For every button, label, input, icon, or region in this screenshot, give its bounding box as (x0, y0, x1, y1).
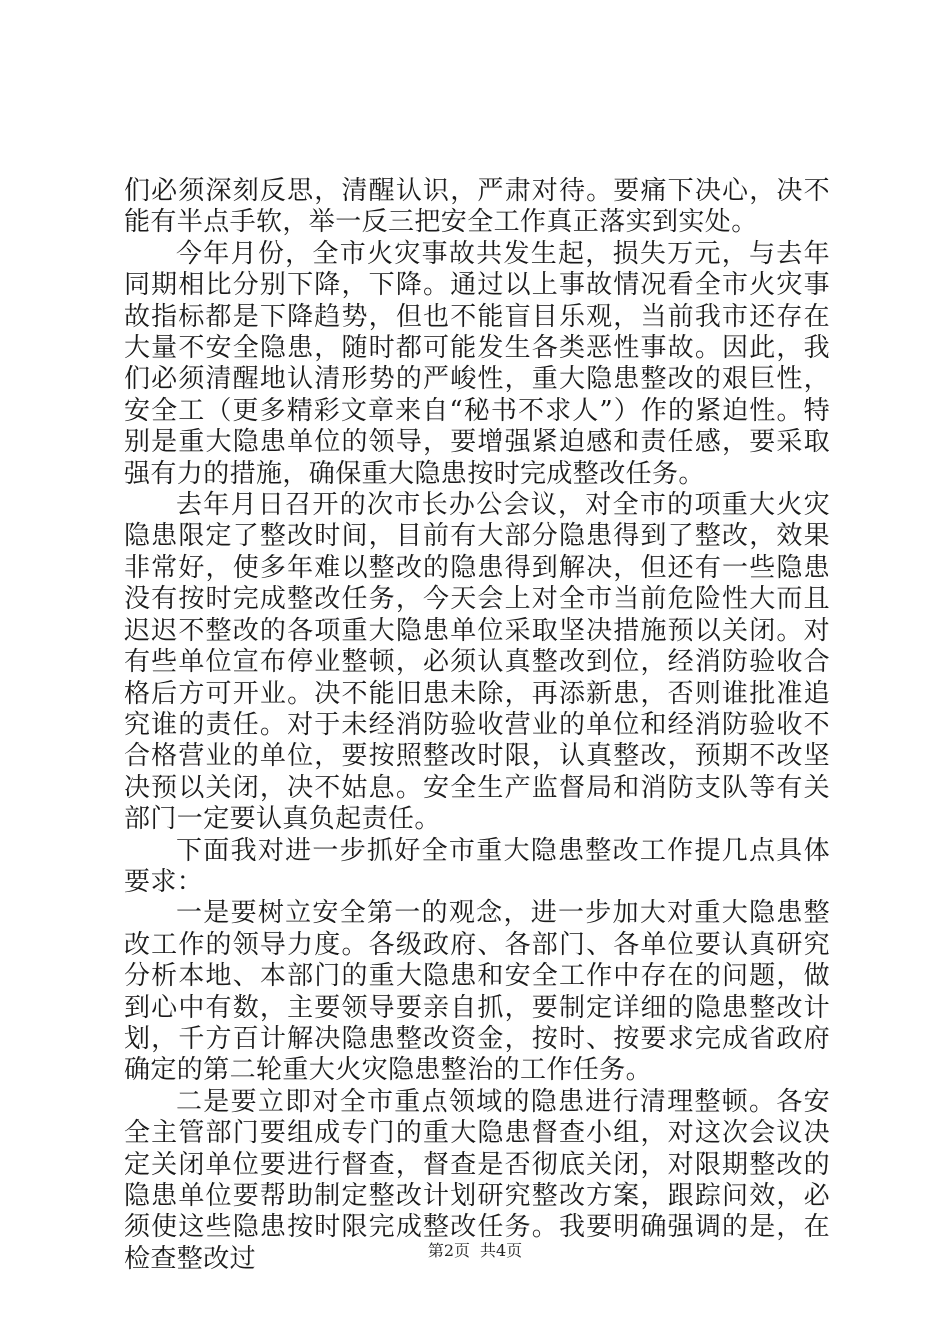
paragraph-6: 二是要立即对全市重点领域的隐患进行清理整顿。各安全主管部门要组成专门的重大隐患督查小组，对这次会议决定关闭单位要进行督查，督查是否彻底关闭，对限期整改的隐患单位要帮助制定整改计划研究整改方案，跟踪问效，必须使这些隐患按时限完成整改任务。我要明确强调的是，在检查整改过 (124, 1086, 830, 1274)
total-pages: 共4页 (480, 1241, 523, 1260)
page-number: 第2页 (427, 1241, 470, 1260)
paragraph-5: 一是要树立安全第一的观念，进一步加大对重大隐患整改工作的领导力度。各级政府、各部门、各单位要认真研究分析本地、本部门的重大隐患和安全工作中存在的问题，做到心中有数，主要领导要亲自抓，要制定详细的隐患整改计划，千方百计解决隐患整改资金，按时、按要求完成省政府确定的第二轮重大火灾隐患整治的工作任务。 (124, 898, 830, 1086)
paragraph-1: 们必须深刻反思，清醒认识，严肃对待。要痛下决心，决不能有半点手软，举一反三把安全工作真正落实到实处。 (124, 176, 830, 238)
document-body (124, 176, 830, 1275)
page-footer (0, 1238, 950, 1261)
paragraph-3: 去年月日召开的次市长办公会议，对全市的项重大火灾隐患限定了整改时间，目前有大部分隐患得到了整改，效果非常好，使多年难以整改的隐患得到解决，但还有一些隐患没有按时完成整改任务，今天会上对全市当前危险性大而且迟迟不整改的各项重大隐患单位采取坚决措施预以关闭。对有些单位宣布停业整顿，必须认真整改到位，经消防验收合格后方可开业。决不能旧患未除，再添新患，否则谁批准追究谁的责任。对于未经消防验收营业的单位和经消防验收不合格营业的单位，要按照整改时限，认真整改，预期不改坚决预以关闭，决不姑息。安全生产监督局和消防支队等有关部门一定要认真负起责任。 (124, 490, 830, 835)
paragraph-4: 下面我对进一步抓好全市重大隐患整改工作提几点具体要求： (124, 835, 830, 897)
paragraph-2: 今年月份，全市火灾事故共发生起，损失万元，与去年同期相比分别下降，下降。通过以上事故情况看全市火灾事故指标都是下降趋势，但也不能盲目乐观，当前我市还存在大量不安全隐患，随时都可能发生各类恶性事故。因此，我们必须清醒地认清形势的严峻性，重大隐患整改的艰巨性，安全工（更多精彩文章来自“秘书不求人”）作的紧迫性。特别是重大隐患单位的领导，要增强紧迫感和责任感，要采取强有力的措施，确保重大隐患按时完成整改任务。 (124, 238, 830, 489)
